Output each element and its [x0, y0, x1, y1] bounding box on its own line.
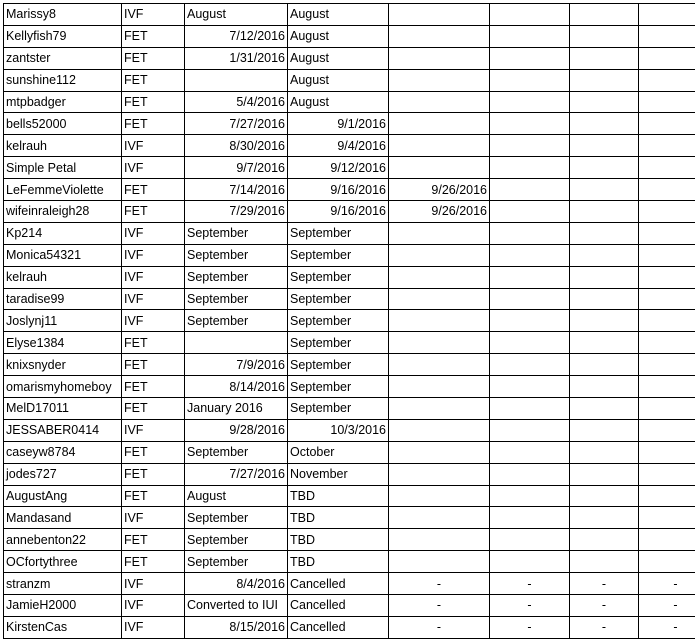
table-row: [4, 529, 695, 551]
cell-date2[interactable]: August: [288, 69, 389, 91]
cell-date3[interactable]: 9/26/2016: [389, 201, 490, 223]
cell-d4[interactable]: [490, 4, 570, 26]
cell-d4[interactable]: [490, 332, 570, 354]
cell-date2[interactable]: 9/1/2016: [288, 113, 389, 135]
table-row: [4, 573, 695, 595]
table-row: [4, 551, 695, 573]
cell-date2[interactable]: 9/4/2016: [288, 135, 389, 157]
cell-d5[interactable]: [570, 419, 639, 441]
cell-date1[interactable]: 9/28/2016: [185, 419, 288, 441]
cell-d4[interactable]: [490, 113, 570, 135]
cell-d6[interactable]: [639, 551, 695, 573]
cell-date3[interactable]: [389, 25, 490, 47]
cell-date3[interactable]: [389, 222, 490, 244]
table-row: [4, 310, 695, 332]
cell-date3[interactable]: [389, 529, 490, 551]
cell-d5[interactable]: [570, 244, 639, 266]
cell-d5[interactable]: [570, 376, 639, 398]
cell-user[interactable]: Monica54321: [4, 244, 122, 266]
table-row: [4, 485, 695, 507]
table-row: [4, 507, 695, 529]
cell-d6[interactable]: [639, 398, 695, 420]
table-row: [4, 157, 695, 179]
cell-d6[interactable]: [639, 201, 695, 223]
cell-type[interactable]: IVF: [122, 266, 185, 288]
cell-date2[interactable]: 9/12/2016: [288, 157, 389, 179]
cell-d6[interactable]: [639, 332, 695, 354]
cell-date3[interactable]: [389, 398, 490, 420]
cell-date3[interactable]: [389, 288, 490, 310]
cell-date2[interactable]: August: [288, 25, 389, 47]
cell-d4[interactable]: [490, 441, 570, 463]
table-row: [4, 463, 695, 485]
table-row: [4, 376, 695, 398]
cell-type[interactable]: IVF: [122, 310, 185, 332]
cell-user[interactable]: taradise99: [4, 288, 122, 310]
cell-d6[interactable]: -: [639, 573, 695, 595]
cell-date1[interactable]: August: [185, 485, 288, 507]
cell-type[interactable]: FET: [122, 463, 185, 485]
table-row: [4, 354, 695, 376]
cell-d5[interactable]: [570, 288, 639, 310]
cell-user[interactable]: Kellyfish79: [4, 25, 122, 47]
cell-user[interactable]: Joslynj11: [4, 310, 122, 332]
cell-date3[interactable]: [389, 419, 490, 441]
cell-d5[interactable]: [570, 47, 639, 69]
cell-date1[interactable]: January 2016: [185, 398, 288, 420]
cell-user[interactable]: AugustAng: [4, 485, 122, 507]
cell-type[interactable]: IVF: [122, 573, 185, 595]
cell-user[interactable]: sunshine112: [4, 69, 122, 91]
cell-type[interactable]: FET: [122, 201, 185, 223]
cell-date1[interactable]: 7/12/2016: [185, 25, 288, 47]
cell-d6[interactable]: [639, 419, 695, 441]
cell-date2[interactable]: September: [288, 376, 389, 398]
cell-date3[interactable]: [389, 551, 490, 573]
cell-date1[interactable]: [185, 69, 288, 91]
cell-d6[interactable]: [639, 222, 695, 244]
table-row: [4, 47, 695, 69]
cell-date2[interactable]: August: [288, 4, 389, 26]
spreadsheet-body: [4, 4, 695, 639]
cell-d4[interactable]: [490, 529, 570, 551]
cell-d4[interactable]: -: [490, 616, 570, 638]
table-row: [4, 91, 695, 113]
cell-type[interactable]: IVF: [122, 4, 185, 26]
cell-date3[interactable]: -: [389, 616, 490, 638]
cell-user[interactable]: kelrauh: [4, 266, 122, 288]
cell-type[interactable]: IVF: [122, 244, 185, 266]
cell-d5[interactable]: [570, 332, 639, 354]
cell-d6[interactable]: -: [639, 616, 695, 638]
table-row: [4, 113, 695, 135]
cell-user[interactable]: stranzm: [4, 573, 122, 595]
cell-user[interactable]: zantster: [4, 47, 122, 69]
cell-type[interactable]: FET: [122, 91, 185, 113]
cell-d4[interactable]: [490, 551, 570, 573]
cell-date3[interactable]: [389, 4, 490, 26]
cell-d6[interactable]: [639, 91, 695, 113]
cell-date1[interactable]: August: [185, 4, 288, 26]
cell-date2[interactable]: September: [288, 354, 389, 376]
cell-date3[interactable]: [389, 485, 490, 507]
cell-d6[interactable]: [639, 4, 695, 26]
cell-d6[interactable]: [639, 135, 695, 157]
cell-d4[interactable]: -: [490, 573, 570, 595]
cell-d6[interactable]: [639, 113, 695, 135]
cell-d5[interactable]: -: [570, 616, 639, 638]
cell-d4[interactable]: [490, 288, 570, 310]
cell-d5[interactable]: [570, 266, 639, 288]
cell-date3[interactable]: [389, 113, 490, 135]
cell-date2[interactable]: September: [288, 310, 389, 332]
cell-date2[interactable]: Cancelled: [288, 616, 389, 638]
cell-d4[interactable]: [490, 25, 570, 47]
cell-date3[interactable]: -: [389, 573, 490, 595]
cell-d4[interactable]: [490, 179, 570, 201]
cell-date3[interactable]: [389, 47, 490, 69]
cell-date3[interactable]: [389, 266, 490, 288]
cell-type[interactable]: FET: [122, 485, 185, 507]
cell-type[interactable]: IVF: [122, 419, 185, 441]
cell-type[interactable]: FET: [122, 113, 185, 135]
cell-d5[interactable]: [570, 222, 639, 244]
cell-type[interactable]: FET: [122, 529, 185, 551]
cell-type[interactable]: IVF: [122, 135, 185, 157]
cell-date1[interactable]: 8/30/2016: [185, 135, 288, 157]
cell-d4[interactable]: [490, 376, 570, 398]
cell-d4[interactable]: [490, 463, 570, 485]
cell-user[interactable]: KirstenCas: [4, 616, 122, 638]
cell-d4[interactable]: [490, 398, 570, 420]
cell-user[interactable]: caseyw8784: [4, 441, 122, 463]
cell-d4[interactable]: [490, 222, 570, 244]
cell-user[interactable]: Elyse1384: [4, 332, 122, 354]
cell-d6[interactable]: [639, 179, 695, 201]
cell-date2[interactable]: September: [288, 244, 389, 266]
cell-d6[interactable]: [639, 69, 695, 91]
cell-d5[interactable]: [570, 485, 639, 507]
cell-d6[interactable]: [639, 157, 695, 179]
cell-d5[interactable]: [570, 463, 639, 485]
cell-d4[interactable]: [490, 91, 570, 113]
cell-date1[interactable]: 7/27/2016: [185, 113, 288, 135]
cell-date2[interactable]: 9/16/2016: [288, 179, 389, 201]
cell-type[interactable]: IVF: [122, 595, 185, 617]
table-row: [4, 332, 695, 354]
cell-date3[interactable]: [389, 463, 490, 485]
cell-type[interactable]: IVF: [122, 157, 185, 179]
cell-d4[interactable]: [490, 47, 570, 69]
cell-date1[interactable]: September: [185, 288, 288, 310]
cell-user[interactable]: JESSABER0414: [4, 419, 122, 441]
table-row: [4, 441, 695, 463]
cell-d6[interactable]: [639, 485, 695, 507]
cell-d6[interactable]: [639, 25, 695, 47]
cell-date1[interactable]: [185, 332, 288, 354]
cell-d5[interactable]: [570, 310, 639, 332]
cell-d5[interactable]: [570, 91, 639, 113]
cell-d6[interactable]: [639, 529, 695, 551]
cell-d4[interactable]: [490, 507, 570, 529]
cell-d6[interactable]: [639, 354, 695, 376]
cell-date3[interactable]: [389, 354, 490, 376]
cell-date2[interactable]: November: [288, 463, 389, 485]
cell-user[interactable]: Simple Petal: [4, 157, 122, 179]
table-row: [4, 135, 695, 157]
cell-d6[interactable]: [639, 288, 695, 310]
cell-date2[interactable]: September: [288, 398, 389, 420]
cell-type[interactable]: IVF: [122, 507, 185, 529]
cell-date3[interactable]: [389, 244, 490, 266]
table-row: [4, 398, 695, 420]
cell-date1[interactable]: 8/15/2016: [185, 616, 288, 638]
cell-user[interactable]: MelD17011: [4, 398, 122, 420]
cell-d4[interactable]: [490, 135, 570, 157]
cell-d5[interactable]: [570, 529, 639, 551]
cell-d4[interactable]: -: [490, 595, 570, 617]
table-row: [4, 69, 695, 91]
cell-date1[interactable]: September: [185, 441, 288, 463]
cell-date3[interactable]: 9/26/2016: [389, 179, 490, 201]
cell-d6[interactable]: [639, 463, 695, 485]
cell-date2[interactable]: Cancelled: [288, 595, 389, 617]
cell-date2[interactable]: TBD: [288, 485, 389, 507]
cell-date2[interactable]: TBD: [288, 551, 389, 573]
cell-type[interactable]: FET: [122, 551, 185, 573]
cell-user[interactable]: Marissy8: [4, 4, 122, 26]
cell-type[interactable]: FET: [122, 47, 185, 69]
cell-date1[interactable]: September: [185, 266, 288, 288]
cell-date1[interactable]: 7/14/2016: [185, 179, 288, 201]
cell-user[interactable]: kelrauh: [4, 135, 122, 157]
cell-date1[interactable]: September: [185, 310, 288, 332]
cell-d5[interactable]: [570, 25, 639, 47]
table-row: [4, 201, 695, 223]
cell-date1[interactable]: September: [185, 529, 288, 551]
table-row: [4, 244, 695, 266]
cell-type[interactable]: FET: [122, 441, 185, 463]
cell-d4[interactable]: [490, 244, 570, 266]
cell-d4[interactable]: [490, 266, 570, 288]
table-row: [4, 288, 695, 310]
cell-type[interactable]: FET: [122, 25, 185, 47]
cell-date3[interactable]: [389, 69, 490, 91]
cell-type[interactable]: FET: [122, 179, 185, 201]
cell-date1[interactable]: 7/9/2016: [185, 354, 288, 376]
cell-date3[interactable]: [389, 157, 490, 179]
cell-d6[interactable]: [639, 310, 695, 332]
cell-date2[interactable]: September: [288, 266, 389, 288]
cell-d6[interactable]: [639, 47, 695, 69]
cell-type[interactable]: IVF: [122, 222, 185, 244]
cell-date3[interactable]: -: [389, 595, 490, 617]
table-row: [4, 616, 695, 638]
cell-d5[interactable]: -: [570, 595, 639, 617]
cell-date3[interactable]: [389, 91, 490, 113]
spreadsheet-table: [3, 3, 695, 639]
cell-date1[interactable]: 5/4/2016: [185, 91, 288, 113]
cell-date3[interactable]: [389, 441, 490, 463]
cell-date3[interactable]: [389, 507, 490, 529]
cell-date2[interactable]: September: [288, 288, 389, 310]
table-row: [4, 222, 695, 244]
cell-date1[interactable]: 7/27/2016: [185, 463, 288, 485]
cell-d6[interactable]: [639, 244, 695, 266]
cell-user[interactable]: OCfortythree: [4, 551, 122, 573]
cell-date1[interactable]: September: [185, 507, 288, 529]
cell-date1[interactable]: Converted to IUI: [185, 595, 288, 617]
cell-d4[interactable]: [490, 310, 570, 332]
cell-type[interactable]: FET: [122, 69, 185, 91]
cell-date2[interactable]: September: [288, 222, 389, 244]
cell-date1[interactable]: 7/29/2016: [185, 201, 288, 223]
cell-type[interactable]: IVF: [122, 616, 185, 638]
cell-date3[interactable]: [389, 310, 490, 332]
cell-date3[interactable]: [389, 135, 490, 157]
table-row: [4, 179, 695, 201]
cell-d6[interactable]: [639, 266, 695, 288]
cell-d6[interactable]: [639, 376, 695, 398]
cell-date1[interactable]: 8/14/2016: [185, 376, 288, 398]
cell-date2[interactable]: TBD: [288, 529, 389, 551]
cell-user[interactable]: JamieH2000: [4, 595, 122, 617]
cell-d4[interactable]: [490, 419, 570, 441]
cell-type[interactable]: FET: [122, 332, 185, 354]
cell-d5[interactable]: [570, 441, 639, 463]
cell-d5[interactable]: [570, 507, 639, 529]
cell-date1[interactable]: September: [185, 222, 288, 244]
cell-d5[interactable]: [570, 201, 639, 223]
cell-date1[interactable]: 1/31/2016: [185, 47, 288, 69]
cell-type[interactable]: FET: [122, 354, 185, 376]
cell-d4[interactable]: [490, 157, 570, 179]
cell-d6[interactable]: -: [639, 595, 695, 617]
cell-user[interactable]: jodes727: [4, 463, 122, 485]
cell-user[interactable]: annebenton22: [4, 529, 122, 551]
cell-d5[interactable]: [570, 69, 639, 91]
cell-user[interactable]: mtpbadger: [4, 91, 122, 113]
cell-type[interactable]: FET: [122, 398, 185, 420]
cell-d5[interactable]: [570, 135, 639, 157]
cell-date2[interactable]: September: [288, 332, 389, 354]
cell-d4[interactable]: [490, 201, 570, 223]
cell-date2[interactable]: TBD: [288, 507, 389, 529]
table-row: [4, 25, 695, 47]
cell-d6[interactable]: [639, 507, 695, 529]
cell-user[interactable]: Mandasand: [4, 507, 122, 529]
table-row: [4, 266, 695, 288]
cell-d6[interactable]: [639, 441, 695, 463]
cell-date2[interactable]: October: [288, 441, 389, 463]
cell-user[interactable]: LeFemmeViolette: [4, 179, 122, 201]
cell-date1[interactable]: September: [185, 551, 288, 573]
cell-d5[interactable]: [570, 551, 639, 573]
table-row: [4, 419, 695, 441]
cell-user[interactable]: wifeinraleigh28: [4, 201, 122, 223]
cell-d4[interactable]: [490, 69, 570, 91]
cell-d5[interactable]: [570, 157, 639, 179]
cell-date1[interactable]: 9/7/2016: [185, 157, 288, 179]
cell-date3[interactable]: [389, 332, 490, 354]
cell-user[interactable]: omarismyhomeboy: [4, 376, 122, 398]
cell-d5[interactable]: [570, 398, 639, 420]
cell-d5[interactable]: [570, 354, 639, 376]
cell-type[interactable]: FET: [122, 376, 185, 398]
cell-date3[interactable]: [389, 376, 490, 398]
cell-d5[interactable]: [570, 179, 639, 201]
table-row: [4, 595, 695, 617]
cell-date1[interactable]: September: [185, 244, 288, 266]
cell-user[interactable]: knixsnyder: [4, 354, 122, 376]
cell-d5[interactable]: -: [570, 573, 639, 595]
cell-user[interactable]: bells52000: [4, 113, 122, 135]
cell-type[interactable]: IVF: [122, 288, 185, 310]
cell-date2[interactable]: Cancelled: [288, 573, 389, 595]
table-row: [4, 4, 695, 26]
cell-date2[interactable]: 9/16/2016: [288, 201, 389, 223]
cell-user[interactable]: Kp214: [4, 222, 122, 244]
cell-d4[interactable]: [490, 354, 570, 376]
cell-d5[interactable]: [570, 113, 639, 135]
cell-date2[interactable]: 10/3/2016: [288, 419, 389, 441]
cell-d4[interactable]: [490, 485, 570, 507]
cell-date2[interactable]: August: [288, 47, 389, 69]
cell-d5[interactable]: [570, 4, 639, 26]
cell-date1[interactable]: 8/4/2016: [185, 573, 288, 595]
cell-date2[interactable]: August: [288, 91, 389, 113]
